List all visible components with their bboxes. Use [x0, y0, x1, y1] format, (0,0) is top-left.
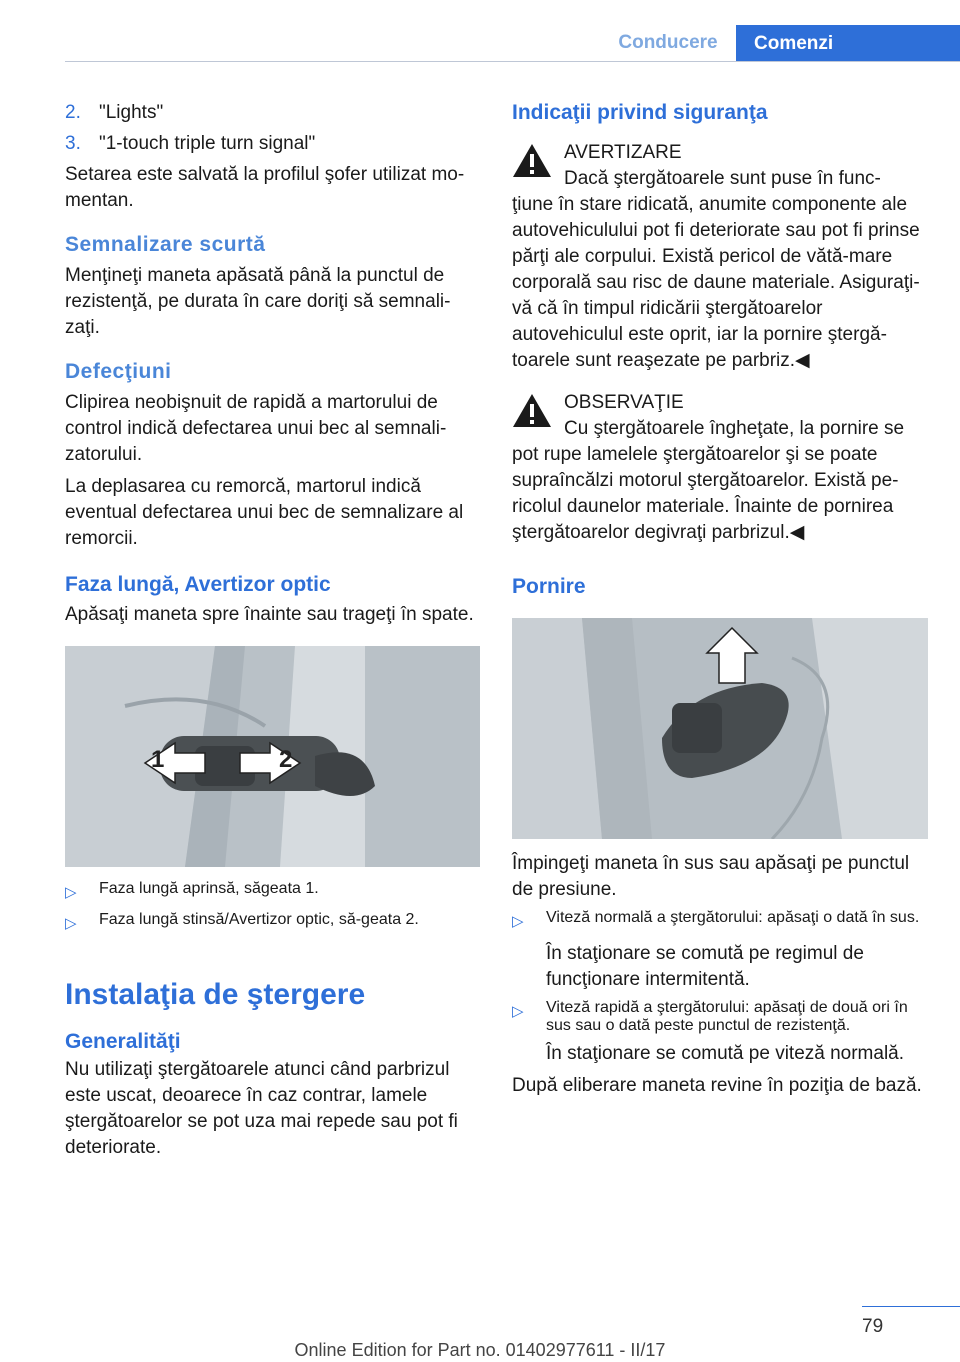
left-column	[65, 100, 480, 1161]
page-number: 79	[862, 1316, 884, 1337]
wiper-stalk-illustration	[512, 618, 928, 839]
bullet-text: Faza lungă stinsă/Avertizor optic, să‐geata 2.	[99, 911, 419, 928]
list-number: 3.	[65, 133, 81, 154]
warning-text-start: Dacă ştergătoarele sunt puse în func‐	[564, 168, 881, 189]
notice-text-start: Cu ştergătoarele îngheţate, la pornire se	[564, 418, 905, 439]
bullet-text: Faza lungă aprinsă, săgeata 1.	[99, 880, 319, 897]
bullet-subtext: În staţionare se comută pe viteză normală.	[546, 1043, 905, 1064]
notice-triangle-icon	[512, 392, 552, 428]
notice-block	[512, 390, 928, 546]
bullet-item	[512, 909, 928, 935]
warning-triangle-icon	[512, 142, 552, 178]
list-text: "Lights"	[99, 102, 164, 123]
list-text: "1-touch triple turn signal"	[99, 133, 316, 154]
warning-text: ţiune în stare ridicată, anumite componente ale autovehiculului pot fi deteriorate sau pot fi prinse părţi ale corpului. Există pericol de vătă‐mare corporală sau risc de daune materiale. Asiguraţi-vă că în timpul ridicării ştergătoarelor autovehiculul este oprit, iar la pornire ştergă‐toarele sunt reaşezate pe parbriz.◀	[512, 194, 920, 371]
chapter-tab: Comenzi	[736, 25, 960, 62]
footer-rule	[862, 1306, 960, 1307]
general-text: Nu utilizaţi ştergătoarele atunci când parbrizul este uscat, deoarece în caz contrar, lamele ştergătoarelor se pot uza mai repede sau pot fi deteriorate.	[65, 1059, 458, 1158]
general-heading: Generalităţi	[65, 1030, 181, 1053]
arrow-label-2: 2	[279, 746, 293, 773]
warning-block	[512, 140, 928, 374]
list-item	[65, 100, 480, 126]
list-item	[65, 131, 480, 157]
edition-footer: Online Edition for Part no. 01402977611 - II/17	[294, 1340, 666, 1360]
bullet-text: Viteză normală a ştergătorului: apăsaţi o dată în sus.	[546, 909, 920, 926]
bullet-text: Viteză rapidă a ştergătorului: apăsaţi de două ori în sus sau o dată peste punctul de rezistenţă.	[546, 999, 908, 1034]
wiper-stalk-figure	[512, 618, 928, 839]
defects-text-2: La deplasarea cu remorcă, martorul indică eventual defectarea unui bec de semnalizare al remorcii.	[65, 476, 464, 549]
notice-text: pot rupe lamelele ştergătoarelor şi se poate supraîncălzi motorul ştergătoarelor. Există pe‐ricolul daunelor materiale. Înainte de pornirea ştergătoarelor degivraţi parbrizul.◀	[512, 444, 899, 543]
defects-text-1: Clipirea neobişnuit de rapidă a martorului de control indică defectarea unui bec al semnali‐zatorului.	[65, 392, 447, 465]
start-heading: Pornire	[512, 575, 586, 598]
triangle-bullet-icon: ▷	[65, 915, 77, 932]
warning-label: AVERTIZARE	[564, 142, 682, 163]
page-header	[0, 0, 960, 62]
bullet-item	[65, 911, 480, 937]
section-tab: Conducere	[618, 32, 718, 53]
triangle-bullet-icon: ▷	[65, 884, 77, 901]
header-rule	[65, 61, 960, 62]
defects-heading: Defecţiuni	[65, 360, 172, 383]
bullet-subtext: În staţionare se comută pe regimul de funcţionare intermitentă.	[546, 943, 864, 990]
right-column	[512, 100, 928, 1099]
safety-heading: Indicaţii privind siguranţa	[512, 101, 768, 124]
short-signal-text: Menţineţi maneta apăsată până la punctul de rezistenţă, pe durata în care doriţi să semnali‐zaţi.	[65, 265, 451, 338]
notice-label: OBSERVAŢIE	[564, 392, 684, 413]
bullet-item	[65, 880, 480, 906]
start-text: Împingeţi maneta în sus sau apăsaţi pe punctul de presiune.	[512, 853, 910, 900]
saved-note: Setarea este salvată la profilul şofer utilizat mo‐mentan.	[65, 164, 465, 211]
stalk-illustration	[65, 646, 480, 867]
high-beam-text: Apăsaţi maneta spre înainte sau trageţi în spate.	[65, 604, 474, 625]
list-number: 2.	[65, 102, 81, 123]
wipers-heading: Instalaţia de ştergere	[65, 978, 366, 1011]
triangle-bullet-icon: ▷	[512, 913, 524, 930]
high-beam-heading: Faza lungă, Avertizor optic	[65, 573, 331, 596]
triangle-bullet-icon: ▷	[512, 1003, 524, 1020]
bullet-item	[512, 999, 928, 1035]
short-signal-heading: Semnalizare scurtă	[65, 233, 266, 256]
after-release-text: După eliberare maneta revine în poziţia de bază.	[512, 1075, 922, 1096]
high-beam-stalk-figure	[65, 646, 480, 867]
arrow-label-1: 1	[151, 746, 165, 773]
